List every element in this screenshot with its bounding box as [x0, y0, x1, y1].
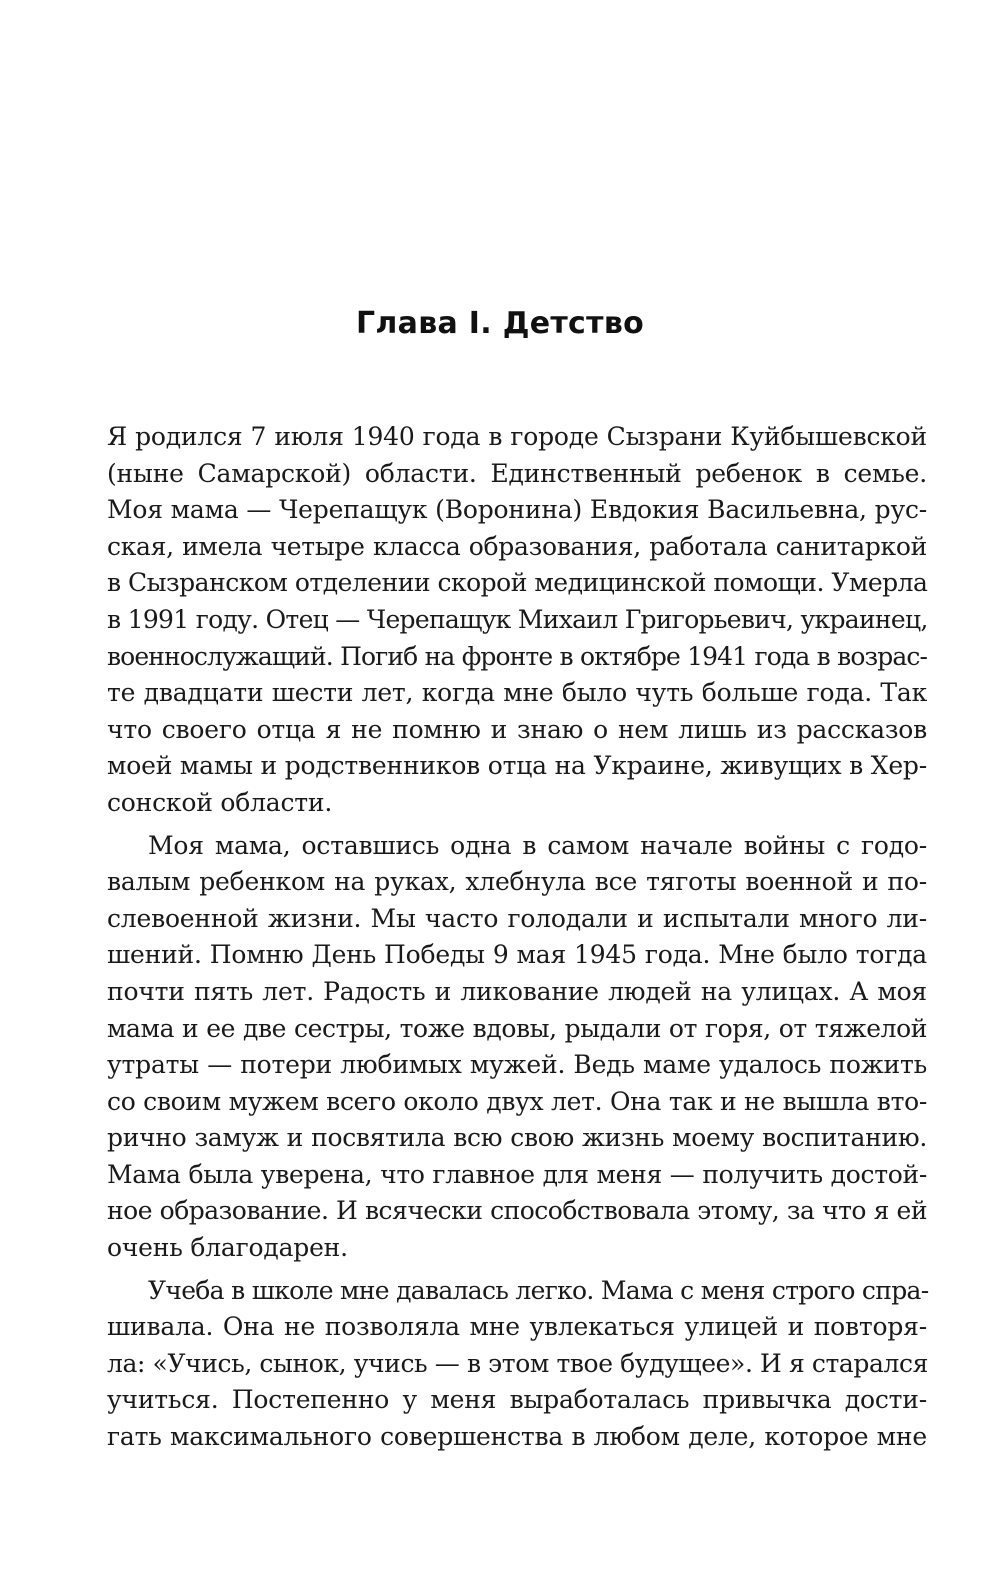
text-line: слевоенной жизни. Мы часто голодали и испытали много ли- — [107, 903, 927, 933]
text-line: ла: «Учись, сынок, учись — в этом твое будущее». И я старался — [107, 1348, 928, 1378]
text-line: в Сызранском отделении скорой медицинской помощи. Умерла — [107, 568, 928, 598]
text-line: со своим мужем всего около двух лет. Она так и не вышла вто- — [107, 1086, 927, 1116]
text-line: валым ребенком на руках, хлебнула все тяготы военной и по- — [107, 867, 927, 897]
text-line: почти пять лет. Радость и ликование людей на улицах. А моя — [107, 976, 927, 1006]
paragraph-3 — [107, 1273, 927, 1456]
chapter-title: Глава I. Детство — [355, 306, 645, 341]
text-line: Мама была уверена, что главное для меня — получить достой- — [107, 1159, 927, 1189]
text-line: что своего отца я не помню и знаю о нем лишь из рассказов — [107, 714, 927, 744]
text-line: учиться. Постепенно у меня выработалась привычка дости- — [107, 1385, 927, 1415]
text-line: Учеба в школе мне давалась легко. Мама с меня строго спра- — [148, 1275, 929, 1305]
text-line: моей мамы и родственников отца на Украине, живущих в Хер- — [107, 751, 927, 781]
body-text — [107, 419, 927, 1456]
paragraph-2 — [107, 828, 927, 1267]
text-line: мама и ее две сестры, тоже вдовы, рыдали от горя, от тяжелой — [107, 1013, 927, 1043]
text-line: ное образование. И всячески способствовала этому, за что я ей — [107, 1196, 927, 1226]
text-line: ская, имела четыре класса образования, работала санитаркой — [107, 531, 927, 561]
text-line: шений. Помню День Победы 9 мая 1945 года. Мне было тогда — [107, 940, 927, 970]
text-line: (ныне Самарской) области. Единственный ребенок в семье. — [107, 458, 927, 488]
paragraph-1 — [107, 419, 927, 822]
text-line: рично замуж и посвятила всю свою жизнь моему воспитанию. — [107, 1123, 927, 1153]
text-line: утраты — потери любимых мужей. Ведь маме удалось пожить — [107, 1050, 927, 1080]
text-line: очень благодарен. — [107, 1233, 348, 1263]
text-line: гать максимального совершенства в любом деле, которое мне — [107, 1422, 927, 1452]
text-line: сонской области. — [107, 787, 333, 817]
text-line: Моя мама, оставшись одна в самом начале войны с годо- — [148, 830, 927, 860]
text-line: шивала. Она не позволяла мне увлекаться улицей и повторя- — [107, 1312, 927, 1342]
text-line: Моя мама — Черепащук (Воронина) Евдокия Васильевна, рус- — [107, 495, 927, 525]
text-line: в 1991 году. Отец — Черепащук Михаил Григорьевич, украинец, — [107, 604, 928, 634]
text-line: Я родился 7 июля 1940 года в городе Сызрани Куйбышевской — [107, 422, 927, 451]
text-line: те двадцати шести лет, когда мне было чуть больше года. Так — [107, 678, 927, 708]
text-line: военнослужащий. Погиб на фронте в октябре 1941 года в возрас- — [107, 641, 927, 671]
